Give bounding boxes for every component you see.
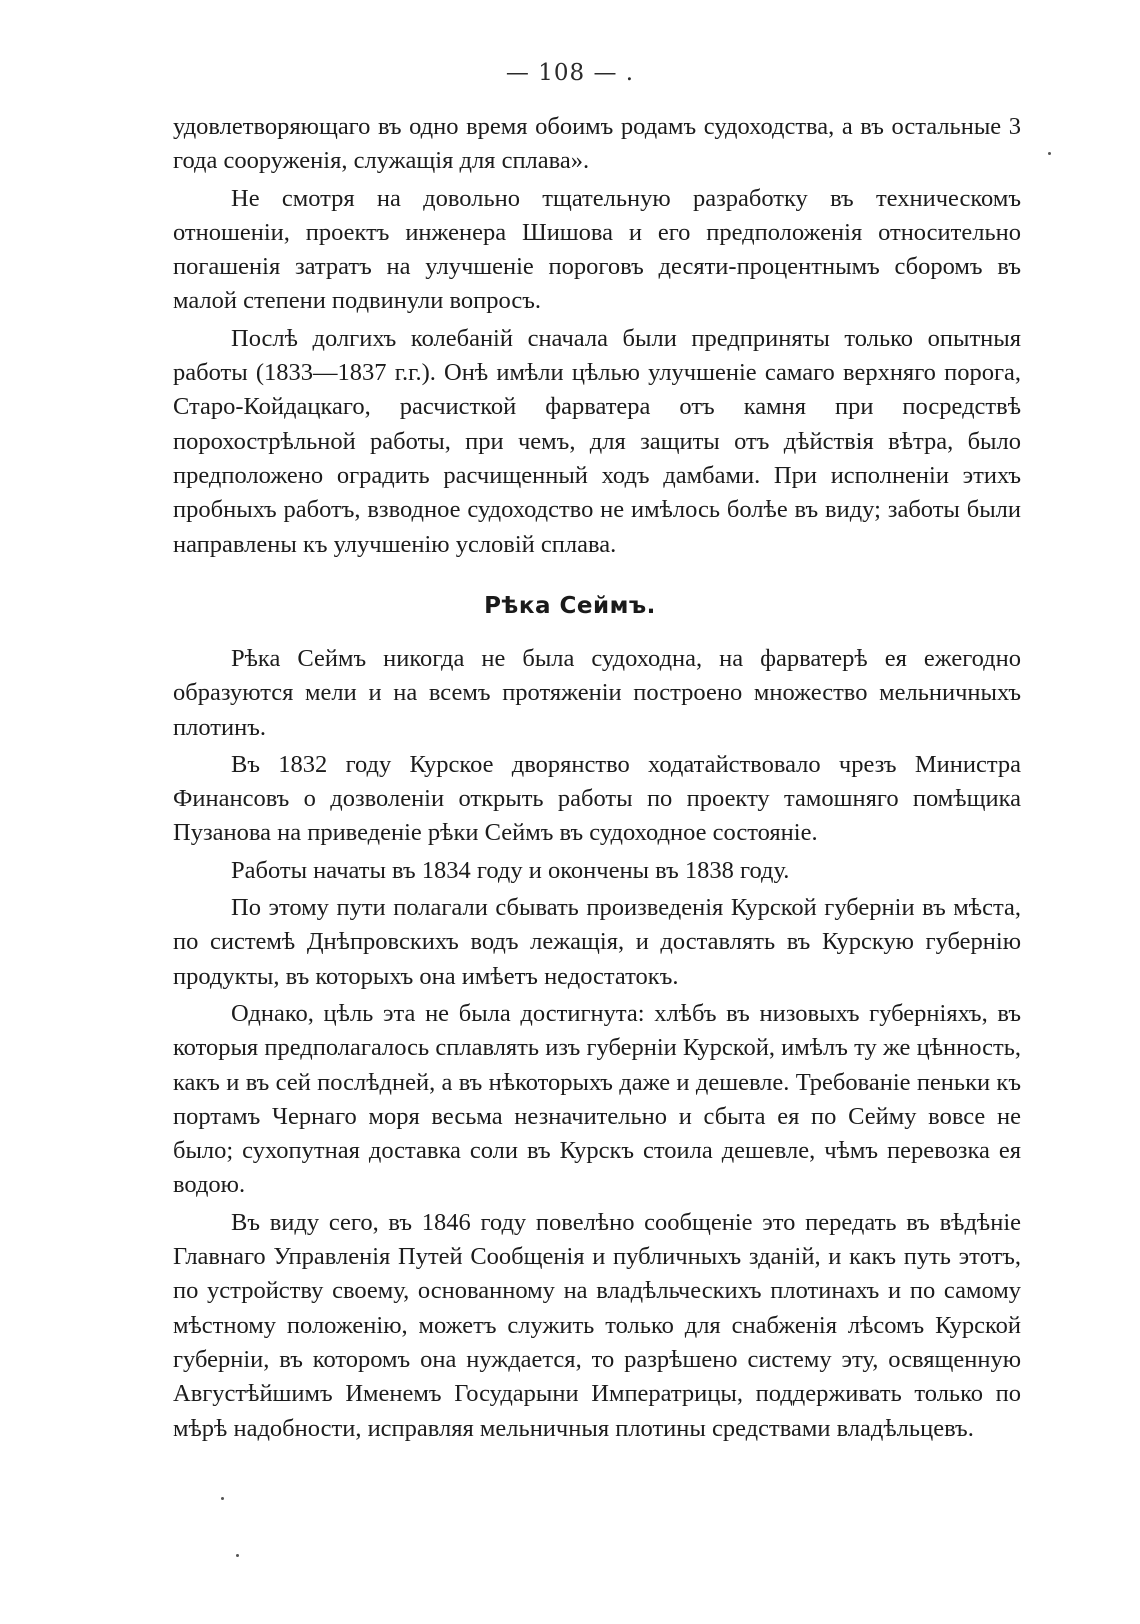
scan-speck [1048, 152, 1051, 155]
section-heading: Рѣка Сеймъ. [484, 593, 656, 619]
paragraph: Рѣка Сеймъ никогда не была судоходна, на фарватерѣ ея ежегодно образуются мели и на всемъ протяженіи построено множество мельничныхъ плотинъ. [173, 645, 1021, 741]
paragraph: Работы начаты въ 1834 году и окончены въ 1838 году. [231, 856, 790, 884]
paragraph-continued: удовлетворяющаго въ одно время обоимъ родамъ судоходства, а въ остальные 3 года сооруженія, служащія для сплава». [173, 113, 1021, 175]
paragraph: Не смотря на довольно тщательную разработку въ техническомъ отношеніи, проектъ инженера Шишова и его предположенія относительно погашенія затратъ на улучшеніе пороговъ десяти-процентнымъ сборомъ въ малой степени подвинули вопросъ. [173, 184, 1021, 315]
scan-speck [236, 1554, 239, 1557]
paragraph: Однако, цѣль эта не была достигнута: хлѣбъ въ низовыхъ губерніяхъ, въ которыя предполагалось сплавлять изъ губерніи Курской, имѣлъ ту же цѣнность, какъ и въ сей послѣдней, а въ нѣкоторыхъ даже и дешевле. Требованіе пеньки къ портамъ Чернаго моря весьма незначительно и сбыта ея по Сейму вовсе не было; сухопутная доставка соли въ Курскъ стоила дешевле, чѣмъ перевозка ея водою. [173, 999, 1021, 1199]
paragraph: Въ виду сего, въ 1846 году повелѣно сообщеніе это передать въ вѣдѣніе Главнаго Управленія Путей Сообщенія и публичныхъ зданій, и какъ путь этотъ, по устройству своему, основанному на владѣльческихъ плотинахъ и по самому мѣстному положенію, можетъ служить только для снабженія лѣсомъ Курской губерніи, въ которомъ она нуждается, то разрѣшено систему эту, освященную Августѣйшимъ Именемъ Государыни Императрицы, поддерживать только по мѣрѣ надобности, исправляя мельничныя плотины средствами владѣльцевъ. [173, 1208, 1021, 1442]
scan-speck [221, 1497, 224, 1500]
top-text-block [173, 110, 1021, 562]
paragraph: По этому пути полагали сбывать произведенія Курской губерніи въ мѣста, по системѣ Днѣпровскихъ водъ лежащія, и доставлять въ Курскую губернію продукты, въ которыхъ она имѣетъ недостатокъ. [173, 894, 1021, 990]
paragraph: Послѣ долгихъ колебаній сначала были предприняты только опытныя работы (1833—1837 г.г.). Онѣ имѣли цѣлью улучшеніе самаго верхняго порога, Старо-Койдацкаго, расчисткой фарватера отъ камня при посредствѣ порохострѣльной работы, при чемъ, для защиты отъ дѣйствія вѣтра, было предположено оградить расчищенный ходъ дамбами. При исполненіи этихъ пробныхъ работъ, взводное судоходство не имѣлось болѣе въ виду; заботы были направлены къ улучшенію условій сплава. [173, 324, 1021, 558]
section-text-block [173, 642, 1021, 1446]
page-number: — 108 — . [505, 60, 635, 86]
paragraph: Въ 1832 году Курское дворянство ходатайствовало чрезъ Министра Финансовъ о дозволеніи открыть работы по проекту тамошняго помѣщика Пузанова на приведеніе рѣки Сеймъ въ судоходное состояніе. [173, 750, 1021, 847]
